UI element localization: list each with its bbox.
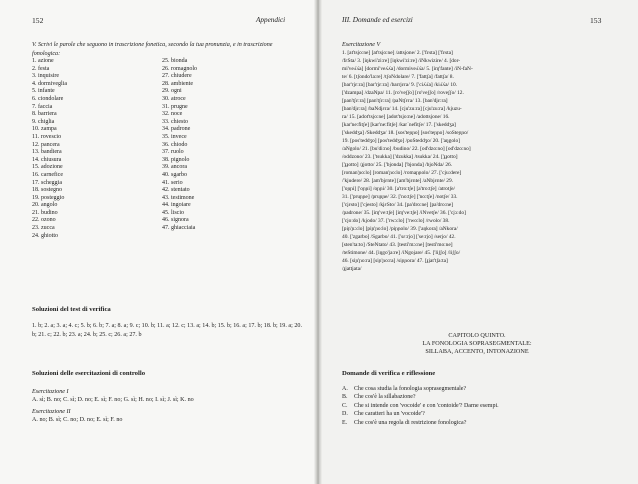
question-letter: C. xyxy=(342,402,348,409)
question-item xyxy=(342,393,608,401)
exercise-2-title: Esercitazione II xyxy=(32,409,71,415)
word-list-item: 15. adozione xyxy=(32,164,63,171)
questions-heading: Domande di verifica e riflessione xyxy=(342,370,436,377)
question-text: Che si intende con 'vocoide' e con 'contoide'? Darne esempi. xyxy=(354,402,499,409)
phonetic-line: ra/ 15. [adot'tsjo:ne] [adot'tsjo:ne] /adottsjone/ 16. xyxy=(342,114,450,121)
word-list-item: 18. sostegno xyxy=(32,187,62,194)
phonetic-line: ['cjεsto] ['cjesto] /kjεSto/ 34. [pa'dro:ne] [pa'dro:ne] xyxy=(342,202,454,209)
question-item xyxy=(342,385,608,393)
question-text: Che caratteri ha un 'vocoide'? xyxy=(354,411,425,418)
word-list-item: 5. infante xyxy=(32,88,55,95)
word-list-item: 11. rovescio xyxy=(32,133,62,140)
exercise-1-text: A. sì; B. no; C. sì; D. no; E. sì; F. no; G. sì; H. no; I. sì; J. sì; K. no xyxy=(32,397,194,403)
word-list-column-2 xyxy=(162,58,197,233)
word-list-item: 35. invece xyxy=(162,133,187,140)
solutions-test-text: 1. b; 2. a; 3. a; 4. c; 5. b; 6. b; 7. a; 8. a; 9. c; 10. b; 11. a; 12. c; 13. a; 14. b; 15. b; 16. a; 17. b; 18. b; 19. a; 20. b; 21. c; 22. b; 23. a; 24. b; 25. c; 26. a; 27. b xyxy=(32,323,302,338)
phonetic-line: [ban'djε:ra] /baNdjεra/ 14. [cju'zu:ra] [cju'zu:ra] /kjuzu- xyxy=(342,106,462,113)
exercise-instructions: V. Scrivi le parole che seguono in trascrizione fonetica, secondo la tua pronunzia, e in trascrizione fonologica: xyxy=(32,42,273,57)
word-list-item: 32. noce xyxy=(162,111,183,118)
question-item xyxy=(342,402,608,410)
word-list-item: 14. chiusura xyxy=(32,156,62,163)
phonetic-line: 19. [pos'teddʒo] [pos'teddʒo] /poSteddʒo/ 20. ['aŋgolo] xyxy=(342,138,461,145)
phonetic-line: [kar'ne:fitʃe] [kar'ne:fitʃe] /karˈnefitʃe/ 17. ['skeddʒa] xyxy=(342,122,456,129)
word-list-item: 10. zampa xyxy=(32,126,57,133)
left-page-number: 152 xyxy=(32,16,44,25)
word-list-column-1 xyxy=(32,58,67,240)
left-running-head: Appendici xyxy=(256,16,286,24)
word-list-item: 27. chiudere xyxy=(162,73,192,80)
word-list-item: 19. posteggio xyxy=(32,194,65,201)
solutions-exercises-heading: Soluzioni delle esercitazioni di controllo xyxy=(32,370,146,377)
chapter-title-line-1: LA FONOLOGIA SOPRASEGMENTALE: xyxy=(422,340,532,348)
word-list-item: 47. ghiacciaia xyxy=(162,225,196,232)
phonetic-line: ['cjo:do] /kjodo/ 37. ['rwɔ:lo] ['rwo:lo] /rwolo/ 38. xyxy=(342,218,450,225)
question-letter: B. xyxy=(342,394,348,401)
phonetic-line: ['dzampa] /dzaNpa/ 11. [ro'veʃʃo] [ro'veʃʃo] /roveʃʃo/ 12. xyxy=(342,90,464,97)
word-list-item: 9. chiglia xyxy=(32,118,55,125)
word-list-item: 34. padrone xyxy=(162,126,191,133)
question-text: Che cosa studia la fonologia soprasegmentale? xyxy=(354,386,467,392)
phonetic-line: [bar'rjε:ra] [bar'rjε:ra] /barrjεra/ 9. ['ciʎʎa] /kiʎʎa/ 10. xyxy=(342,82,458,89)
phonetic-line: /'kjudere/ 28. [am'bjεnte] [am'bjεnte] /aNbjεnte/ 29. xyxy=(342,178,454,185)
phonetic-line: [piɲ'ɲɔ:lo] [piɲ'ɲo:lo] /piɲɲolo/ 39. ['aŋkora] /aNkora/ xyxy=(342,226,458,233)
question-item xyxy=(342,419,608,427)
phonetic-line: 31. ['pruɲɲe] /pruɲɲe/ 32. ['no:tʃe] ['no:tʃe] /notʃe/ 33. xyxy=(342,194,458,201)
word-list-item: 38. pignolo xyxy=(162,156,190,163)
question-letter: E. xyxy=(342,419,348,426)
questions-list xyxy=(342,385,608,427)
word-list-item: 12. pancera xyxy=(32,141,60,148)
exercise-5-title: Esercitazione V xyxy=(342,42,381,48)
word-list-item: 4. dormiveglia xyxy=(32,80,67,87)
phonetic-line: [sten'ta:to] /SteNtato/ 43. [testi'mɔ:ne] [testi'mo:ne] xyxy=(342,242,453,249)
question-item xyxy=(342,410,608,418)
chapter-heading xyxy=(364,332,590,357)
word-list-item: 39. ancora xyxy=(162,164,187,171)
word-list-item: 29. ogni xyxy=(162,88,182,95)
question-text: Che cos'è la sillabazione? xyxy=(354,394,416,401)
word-list-item: 20. angolo xyxy=(32,202,58,209)
word-list-item: 31. prugne xyxy=(162,103,188,110)
word-list-item: 37. ruolo xyxy=(162,149,184,156)
word-list-item: 42. stentato xyxy=(162,187,190,194)
word-list-item: 45. liscio xyxy=(162,209,184,216)
word-list-item: 44. ingoiare xyxy=(162,202,191,209)
word-list-item: 25. bionda xyxy=(162,58,188,64)
question-letter: A. xyxy=(342,386,348,392)
solutions-test-heading: Soluzioni del test di verifica xyxy=(32,306,111,313)
phonetic-line: /ɟjattjata/ xyxy=(342,266,362,273)
word-list-item: 23. zucca xyxy=(32,225,55,232)
phonetic-line: ['ɟɟotto] /ɟjotto/ 25. ['bjonda] ['bjonda] /bjoNda/ 26. xyxy=(342,162,453,169)
phonetic-line: te/ 6. [tʃondo'la:re] /tʃoNdolare/ 7. ['fattʃa] /fattʃa/ 8. xyxy=(342,74,454,81)
phonetic-line: ['skeddʒa] /Skeddʒa/ 18. [sos'teɲɲo] [sos'teɲɲo] /soSteɲɲo/ xyxy=(342,130,469,137)
word-list-item: 33. chiesto xyxy=(162,118,188,125)
phonetic-line: /teStimone/ 44. [iŋgo'ja:re] /iNgojare/ 45. ['liʃʃo] /liʃʃo/ xyxy=(342,250,461,257)
word-list-item: 16. carneficе xyxy=(32,171,63,178)
exercise-1-title: Esercitazione I xyxy=(32,389,69,395)
word-list-item: 21. budino xyxy=(32,209,58,216)
phonetic-line: ['oɲɲi] ['oɲɲi] /oɲɲi/ 30. [a'tro:tʃe] [a'tro:tʃe] /atrotʃe/ xyxy=(342,186,456,193)
right-running-head: III. Domande ed esercizi xyxy=(342,16,413,24)
chapter-label: CAPITOLO QUINTO. xyxy=(448,332,506,339)
phonetic-line: mi'veʎʎa] [dormi'veʎʎa] /dormiveʎʎa/ 5. [iɱ'fante] /iN-faN- xyxy=(342,66,473,73)
phonetic-line: 40. ['zgarbo] /Sgarbo/ 41. ['sε:rjo] ['se:rjo] /serjo/ 42. xyxy=(342,234,456,241)
word-list-item: 43. testimone xyxy=(162,194,195,201)
word-list-item: 7. faccia xyxy=(32,103,53,110)
word-list-item: 40. sgarbo xyxy=(162,171,187,178)
phonetic-line: 1. [at'tsjo:ne] [at'tsjo:ne] /attsjone/ 2. ['fεsta] ['fεsta] xyxy=(342,50,453,56)
right-page-number: 153 xyxy=(590,16,602,25)
word-list-item: 46. signora xyxy=(162,217,189,224)
word-list-item: 36. chiodo xyxy=(162,141,188,148)
word-list-item: 41. serio xyxy=(162,179,183,186)
word-list-item: 1. azione xyxy=(32,58,54,64)
phonetic-line: [roman'ɲo:lo] [roman'ɲo:lo] /romaɲɲolo/ 27. ['cju:dere] xyxy=(342,170,462,177)
word-list-item: 22. ozono xyxy=(32,217,56,224)
phonetic-line: 46. [siɲ'ɲo:ra] [siɲ'ɲo:ra] /siɲɲora/ 47. [ɟjat'tʃa:ta] xyxy=(342,258,448,265)
word-list-item: 28. ambiente xyxy=(162,80,193,87)
phonetic-line: /oddzono/ 23. ['tsukka] ['dzukka] /tsukka/ 24. ['ɟɟotto] xyxy=(342,154,458,161)
word-list-item: 13. bandiera xyxy=(32,149,62,156)
book-gutter xyxy=(314,0,322,484)
word-list-item: 6. ciondolare xyxy=(32,95,64,102)
exercise-2-text: A. no; B. sì; C. no; D. no; E. sì; F. no xyxy=(32,417,123,423)
phonetic-line: /aNgolo/ 21. [bu'di:no] /budino/ 22. [od'dzo:no] [od'dzo:no] xyxy=(342,146,471,153)
chapter-title-line-2: SILLABA, ACCENTO, INTONAZIONE xyxy=(425,348,529,356)
word-list-item: 2. festa xyxy=(32,65,50,72)
phonetic-line: [pan'tʃε:ra] [pan'tʃε:ra] /paNtʃεra/ 13. [ban'djε:ra] xyxy=(342,98,448,105)
word-list-item: 26. romagnolo xyxy=(162,65,197,72)
question-text: Che cos'è una regola di restrizione fonologica? xyxy=(354,419,467,426)
phonetic-line: /padrone/ 35. [iɱ've:tʃe] [iɱ've:tʃe] /iNvetʃe/ 36. ['cjɔ:do] xyxy=(342,210,466,217)
word-list-item: 30. atroce xyxy=(162,95,186,102)
phonetic-line: /fεSta/ 3. [iŋkwi'zi:re] [iŋkwi'zi:re] /iNkwizire/ 4. [dor- xyxy=(342,58,461,65)
phonetic-transcriptions xyxy=(342,49,608,273)
word-list-item: 17. scheggia xyxy=(32,179,62,186)
word-list-item: 3. inquisire xyxy=(32,73,59,80)
word-list-item: 8. barriera xyxy=(32,111,57,118)
question-letter: D. xyxy=(342,411,348,418)
word-list-item: 24. ghiotto xyxy=(32,232,59,239)
